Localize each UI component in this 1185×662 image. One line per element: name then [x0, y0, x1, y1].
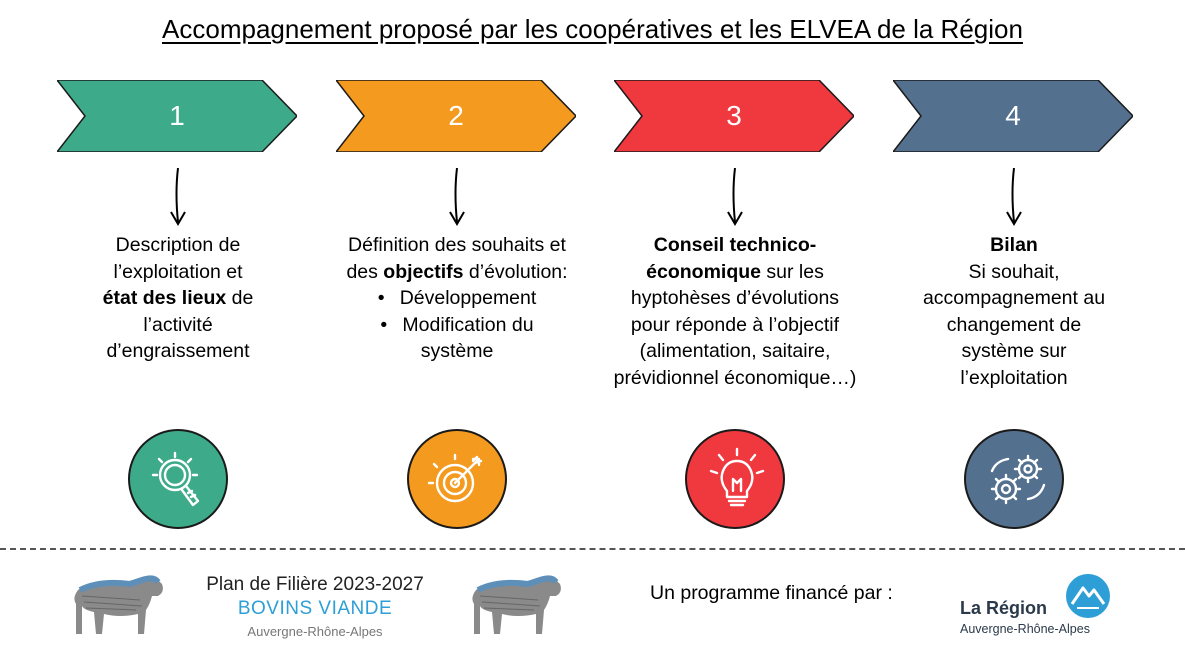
step-3-line [590, 232, 880, 259]
step-3-line [590, 365, 880, 392]
plan-title: Plan de Filière 2023-2027 [206, 574, 424, 595]
bold-text: objectifs [383, 260, 464, 283]
step-4-line [869, 232, 1159, 259]
step-3-description [590, 232, 880, 391]
lightbulb-icon [685, 429, 785, 529]
text: sur les [761, 260, 824, 283]
gears-icon [964, 429, 1064, 529]
bold-text: Bilan [990, 234, 1038, 256]
step-3-chevron [614, 80, 854, 152]
step-1-description [33, 232, 323, 365]
text: l’exploitation et [113, 260, 243, 283]
step-1-line [33, 312, 323, 339]
magnifier-icon [128, 429, 228, 529]
page-title: Accompagnement proposé par les coopératives et les ELVEA de la Région [162, 14, 1023, 44]
step-3-down-arrow-icon [725, 168, 745, 226]
funded-by-label: Un programme financé par : [650, 582, 893, 604]
text: (alimentation, saitaire, [639, 340, 831, 362]
text: changement de [946, 313, 1082, 336]
step-3-line [590, 259, 880, 286]
step-4-number: 4 [1005, 100, 1021, 131]
bold-text: état des lieux [102, 287, 227, 309]
step-1-line [33, 338, 323, 365]
step-3-line [590, 285, 880, 312]
region-name: La Région [960, 598, 1048, 618]
step-1-down-arrow-icon [168, 168, 188, 226]
plan-filiere-block [190, 574, 440, 639]
text: Définition des souhaits et [348, 234, 566, 256]
step-4-line [869, 285, 1159, 312]
cow-icon-right [468, 570, 568, 640]
step-2-line [312, 259, 602, 286]
bullet-text: Développement [399, 287, 537, 309]
step-4-line [869, 365, 1159, 392]
step-1-chevron [57, 80, 297, 152]
text: l’activité [143, 313, 213, 336]
target-icon [407, 429, 507, 529]
la-region-logo [1063, 572, 1113, 620]
text: hyptohèses d’évolutions [630, 287, 840, 309]
step-2-bullet-list [357, 285, 557, 365]
bullet-text: Modification du système [402, 313, 534, 362]
step-1-line [33, 285, 323, 312]
bullet-item [357, 312, 557, 365]
step-4-chevron [893, 80, 1133, 152]
step-4-description [869, 232, 1159, 391]
step-3-number: 3 [726, 100, 742, 131]
step-4-line [869, 312, 1159, 339]
text: accompagnement au [922, 287, 1106, 309]
step-2-description [312, 232, 602, 365]
text: d’engraissement [106, 340, 250, 362]
step-4-down-arrow-icon [1004, 168, 1024, 226]
bold-text: Conseil technico- [653, 234, 817, 256]
bullet-item [357, 285, 557, 312]
text: Description de [115, 234, 241, 256]
step-1-line [33, 232, 323, 259]
cow-icon-left [70, 570, 170, 640]
step-2-number: 2 [448, 100, 464, 131]
plan-subtitle: BOVINS VIANDE [237, 598, 393, 619]
step-4-line [869, 259, 1159, 286]
text: pour réponde à l’objectif [630, 313, 840, 336]
bold-text: économique [646, 260, 761, 283]
text: de [226, 287, 254, 309]
text: l’exploitation [960, 366, 1068, 389]
step-2-chevron [336, 80, 576, 152]
footer-divider [0, 548, 1185, 550]
step-3-line [590, 338, 880, 365]
step-1-number: 1 [169, 100, 185, 131]
text: des [346, 260, 384, 283]
region-logo-block [955, 572, 1125, 642]
step-2-line [312, 232, 602, 259]
text: système sur [961, 340, 1067, 362]
text: Si souhait, [968, 260, 1060, 283]
plan-region: Auvergne-Rhône-Alpes [247, 624, 383, 639]
text: prévidionnel économique…) [613, 366, 857, 389]
region-subtitle: Auvergne-Rhône-Alpes [960, 622, 1090, 636]
text: d’évolution: [463, 260, 568, 283]
step-3-line [590, 312, 880, 339]
step-1-line [33, 259, 323, 286]
step-4-line [869, 338, 1159, 365]
step-2-down-arrow-icon [447, 168, 467, 226]
